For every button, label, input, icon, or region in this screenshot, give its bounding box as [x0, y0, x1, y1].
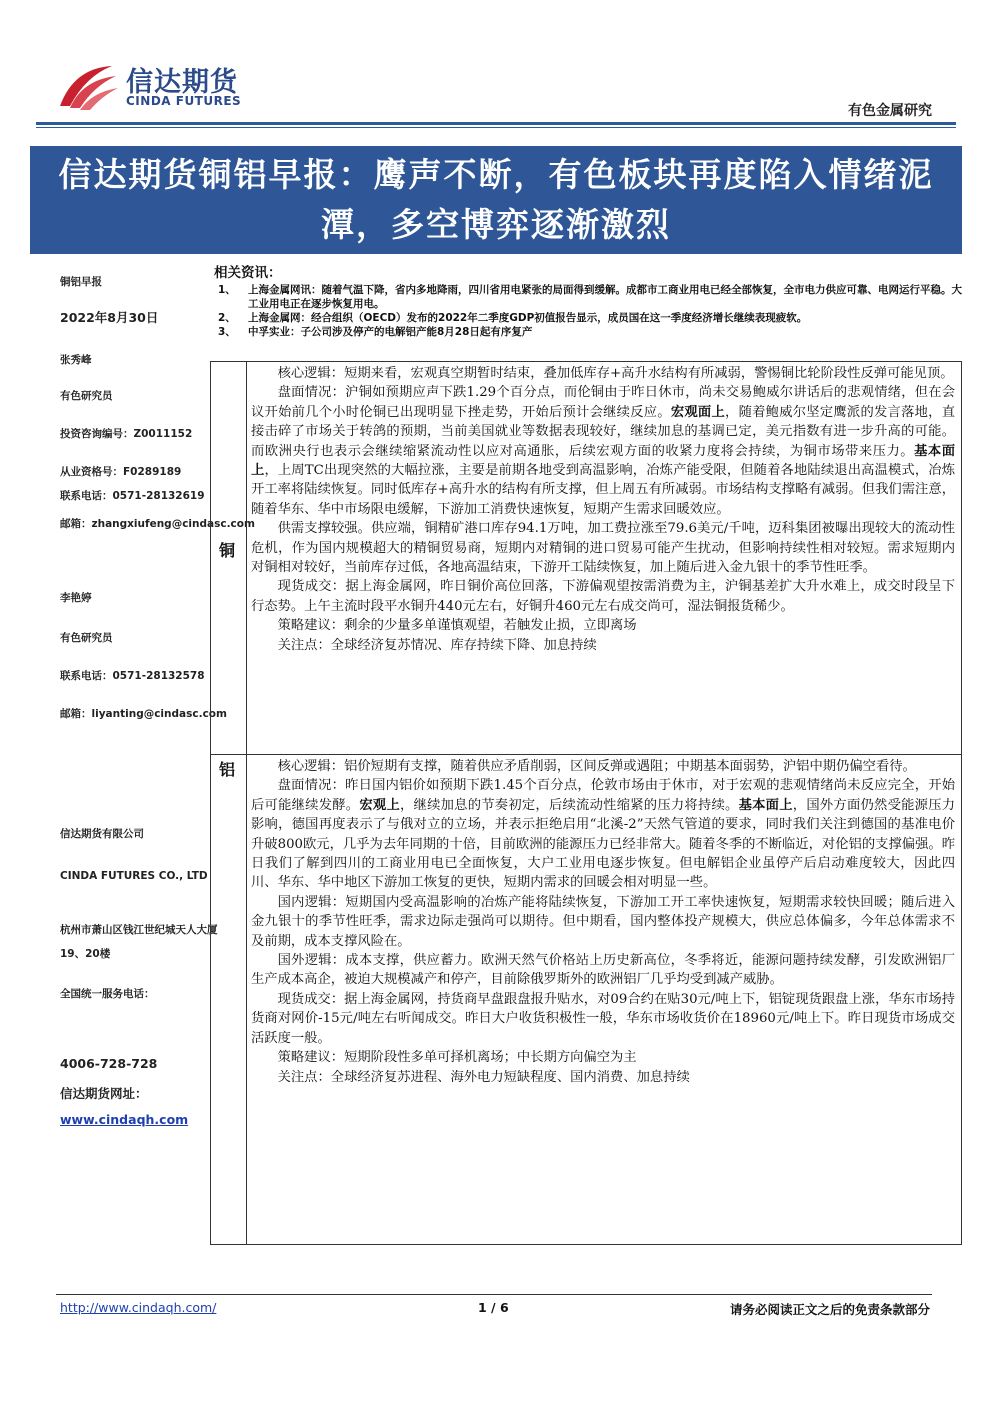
aluminum-strategy: 策略建议：短期阶段性多单可择机离场；中长期方向偏空为主	[277, 1050, 637, 1066]
aluminum-content	[251, 757, 955, 1087]
aluminum-spot-trade: 现货成交：据上海金属网，持货商早盘跟盘报升贴水，对09合约在贴30元/吨上下，铝锭现货跟盘上涨，华东市场持货商对网价-15元/吨左右听闻成交。昨日大户收货积极性一般，华东市场收货价在18960元/吨上下。昨日现货市场成交活跃度一般。	[251, 991, 955, 1046]
header-divider-thin	[36, 127, 956, 128]
analyst1-email[interactable]: 邮箱：zhangxiufeng@cindasc.com	[60, 518, 255, 530]
copper-focus: 关注点：全球经济复苏情况、库存持续下降、加息持续	[277, 637, 597, 653]
report-category: 有色金属研究	[848, 103, 932, 119]
aluminum-overseas-logic: 国外逻辑：成本支撑，供应蓄力。欧洲天然气价格站上历史新高位，冬季将近，能源问题持续发酵，引发欧洲铝厂生产成本高企，被迫大规模减产和停产，目前除俄罗斯外的欧洲铝厂几乎均受到减产威胁。	[251, 953, 955, 988]
analyst1-license: 投资咨询编号：Z0011152	[60, 428, 193, 440]
analyst1-cert: 从业资格号：F0289189	[60, 466, 182, 478]
footer-divider	[56, 1294, 932, 1295]
news-item	[214, 311, 962, 325]
analyst1-phone: 联系电话：0571-28132619	[60, 490, 205, 502]
copper-supply-demand: 供需支撑较强。供应端，铜精矿港口库存94.1万吨，加工费拉涨至79.6美元/千吨，迈科集团被曝出现较大的流动性危机，作为国内规模超大的精铜贸易商，短期内对精铜的进口贸易可能产生扰动，但影响持续性相对较短。需求短期内对铜相对较好，当前库存过低，各地高温结束，下游开工陆续恢复，加上随后进入金九银十的季节性旺季。	[251, 521, 955, 576]
report-type: 铜铝早报	[60, 276, 102, 288]
aluminum-label: 铝	[219, 760, 236, 779]
aluminum-focus: 关注点：全球经济复苏进程、海外电力短缺程度、国内消费、加息持续	[277, 1069, 690, 1085]
aluminum-domestic-logic: 国内逻辑：短期国内受高温影响的冶炼产能将陆续恢复，下游加工开工率快速恢复，短期需求较快回暖；随后进入金九银十的季节性旺季，需求边际走强尚可以期待。但中期看，国内整体投产规模大，供应总体偏多，今年总体需求不及前期，成本支撑风险在。	[251, 894, 955, 949]
aluminum-market-situation: 盘面情况：昨日国内铝价如预期下跌1.45个百分点，伦敦市场由于休市，对于宏观的悲观情绪尚未反应完全，开始后可能继续发酵。宏观上，继续加息的节奏初定，后续流动性缩紧的压力将持续。基本面上，国外方面仍然受能源压力影响，德国再度表示了与俄对立的立场，并表示拒绝启用“北溪-2”天然气管道的要求，同时我们关注到德国的基准电价升破800欧元，几乎为去年同期的十倍，目前欧洲的能源压力已经非常大。随着冬季的不断临近，对伦铝的支撑偏强。昨日我们了解到四川的工商业用电已全面恢复，大户工业用电逐步恢复。但电解铝企业虽停产后启动难度较大，因此四川、华东、华中地区下游加工恢复的更快，短期内需求的回暖会相对明显一些。	[251, 778, 956, 891]
copper-content	[251, 364, 955, 655]
copper-core-logic: 核心逻辑：短期来看，宏观真空期暂时结束，叠加低库存+高升水结构有所减弱，警惕铜比轮阶段性反弹可能见顶。	[277, 366, 954, 381]
footer-website-link[interactable]: http://www.cindaqh.com/	[60, 1300, 217, 1315]
aluminum-core-logic: 核心逻辑：铝价短期有支撑，随着供应矛盾削弱，区间反弹或遇阻；中期基本面弱势，沪铝中期仍偏空看待。	[277, 759, 916, 774]
copper-spot-trade: 现货成交：据上海金属网，昨日铜价高位回落，下游偏观望按需消费为主，沪铜基差扩大升水难上，成交时段呈下行态势。上午主流时段平水铜升440元左右，好铜升460元左右成交尚可，湿法铜报货稀少。	[251, 579, 955, 614]
page-number: 1 / 6	[478, 1300, 509, 1315]
footer-disclaimer: 请务必阅读正文之后的免责条款部分	[729, 1302, 930, 1317]
news-number: 3、	[218, 326, 236, 338]
header-divider	[36, 122, 956, 125]
cinda-logo-icon	[56, 60, 118, 112]
news-text: 上海金属网：经合组织（OECD）发布的2022年二季度GDP初值报告显示，成员国在这一季度经济增长继续表现疲软。	[248, 312, 808, 324]
hotline-label: 全国统一服务电话：	[60, 988, 155, 1000]
report-title: 信达期货铜铝早报：鹰声不断，有色板块再度陷入情绪泥潭，多空博弈逐渐激烈	[58, 155, 934, 244]
copper-strategy: 策略建议：剩余的少量多单谨慎观望，若触发止损，立即离场	[277, 618, 637, 634]
news-number: 1、	[218, 284, 236, 296]
aluminum-label-cell	[211, 755, 247, 1244]
analyst2-phone: 联系电话：0571-28132578	[60, 670, 205, 682]
related-news	[214, 266, 962, 339]
analyst1-dept: 有色研究员	[60, 390, 113, 402]
company-name-en: CINDA FUTURES CO., LTD	[60, 870, 208, 882]
news-item	[214, 325, 962, 339]
copper-label: 铜	[219, 541, 236, 560]
copper-label-cell	[211, 362, 247, 754]
news-number: 2、	[218, 312, 236, 324]
news-heading: 相关资讯：	[214, 265, 282, 281]
report-date: 2022年8月30日	[60, 310, 159, 325]
analyst2-dept: 有色研究员	[60, 632, 113, 644]
logo-text-cn: 信达期货	[126, 67, 238, 98]
news-text: 上海金属网讯：随着气温下降，省内多地降雨，四川省用电紧张的局面得到缓解。成都市工商业用电已经全部恢复，全市电力供应可靠、电网运行平稳。大工业用电正在逐步恢复用电。	[248, 284, 962, 310]
company-address-line2: 19、20楼	[60, 948, 111, 960]
news-item	[214, 283, 962, 311]
company-logo	[56, 58, 246, 114]
aluminum-section	[210, 755, 962, 1245]
website-label: 信达期货网址：	[60, 1086, 148, 1101]
report-title-banner	[30, 146, 962, 254]
copper-section	[210, 361, 962, 755]
copper-market-situation: 盘面情况：沪铜如预期应声下跌1.29个百分点，而伦铜由于昨日休市，尚未交易鲍威尔讲话后的悲观情绪，但在会议开始前几个小时伦铜已出现明显下挫走势，开始后预计会继续反应。宏观面上，随着鲍威尔坚定鹰派的发言落地，直接击碎了市场关于转鸽的预期，当前美国就业等数据表现较好，继续加息的基调已定，美元指数有进一步升高的可能。而欧洲央行也表示会继续缩紧流动性以应对高通胀，后续宏观方面的收紧力度将会持续，为铜市场带来压力。基本面上，上周TC出现突然的大幅拉涨，主要是前期各地受到高温影响，冶炼产能受限，但随着各地陆续退出高温模式，冶炼开工率将陆续恢复。同时低库存+高升水的结构有所支撑，但上周五有所减弱。市场结构支撑略有减弱。但我们需注意，随着华东、华中市场限电缓解，下游加工消费快速恢复，短期产生需求回暖效应。	[251, 385, 956, 517]
analyst2-name: 李艳婷	[60, 592, 92, 604]
company-name-cn: 信达期货有限公司	[60, 828, 144, 840]
analyst2-email[interactable]: 邮箱：liyanting@cindasc.com	[60, 708, 227, 720]
analyst1-name: 张秀峰	[60, 354, 92, 366]
hotline-number: 4006-728-728	[60, 1056, 158, 1071]
company-address-line1: 杭州市萧山区钱江世纪城天人大厦	[60, 924, 218, 936]
news-text: 中孚实业：子公司涉及停产的电解铝产能8月28日起有序复产	[248, 326, 533, 338]
logo-text-en: CINDA FUTURES	[126, 94, 242, 108]
website-link[interactable]: www.cindaqh.com	[60, 1112, 189, 1127]
